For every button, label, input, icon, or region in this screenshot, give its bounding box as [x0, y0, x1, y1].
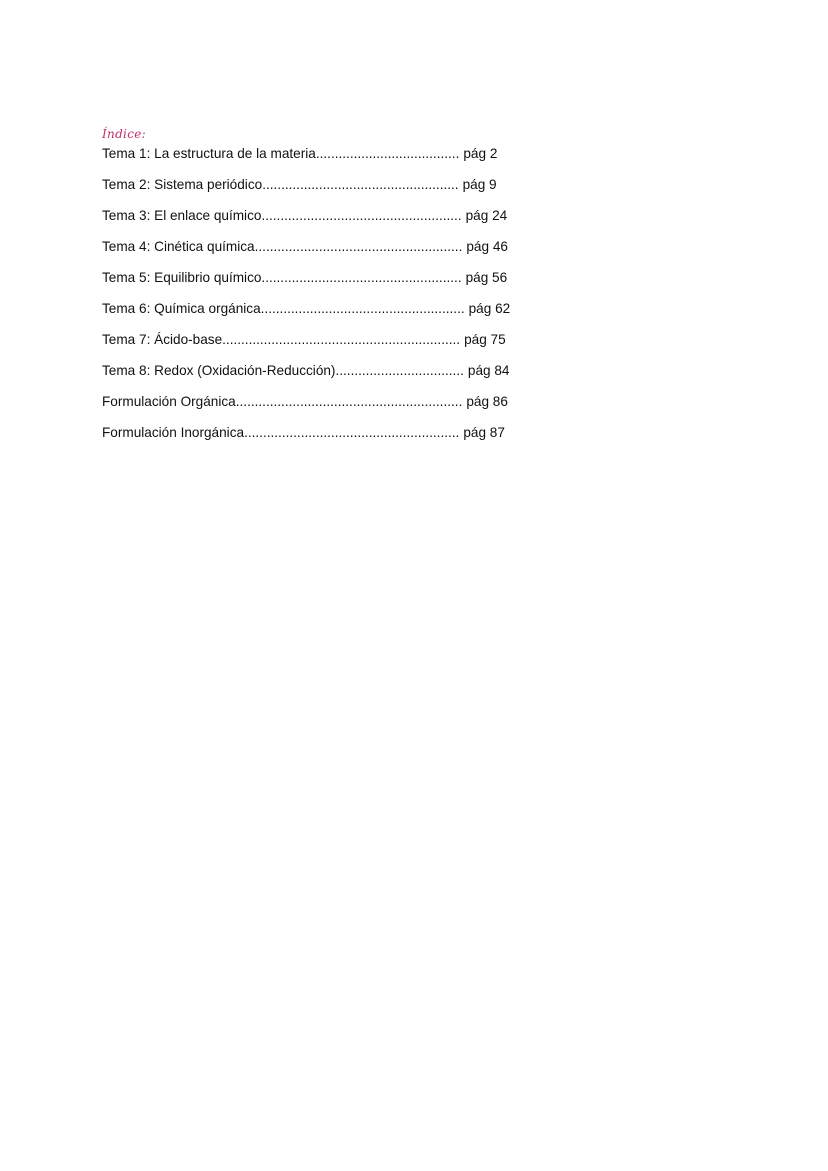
- toc-entry: [102, 328, 542, 359]
- toc-entry-leader: ......................................: [315, 146, 460, 161]
- table-of-contents: [102, 126, 542, 452]
- toc-entry-title: Formulación Inorgánica: [102, 425, 245, 440]
- toc-entry-title: Tema 1: La estructura de la materia: [102, 146, 316, 161]
- toc-entry-leader: ....................................................: [262, 177, 459, 192]
- toc-entry-page: pág 86: [466, 394, 508, 409]
- toc-heading: Índice:: [102, 127, 146, 141]
- toc-entry-title: Tema 6: Química orgánica: [102, 301, 261, 316]
- toc-entry-page: pág 24: [465, 208, 508, 223]
- toc-entry-title: Tema 3: El enlace químico: [102, 208, 262, 223]
- toc-entry-title: Tema 2: Sistema periódico: [102, 177, 263, 192]
- toc-entry-page: pág 75: [464, 332, 506, 347]
- toc-entry: [102, 266, 542, 297]
- toc-entry-title: Tema 4: Cinética química: [102, 239, 255, 254]
- toc-entry-page: pág 84: [467, 363, 510, 378]
- toc-entry: [102, 359, 542, 390]
- toc-entry-title: Tema 5: Equilibrio químico: [102, 270, 262, 285]
- toc-entry: [102, 235, 542, 266]
- toc-entry-leader: .....................................................: [261, 270, 462, 285]
- toc-entry: [102, 142, 542, 173]
- toc-entry-page: pág 62: [468, 301, 511, 316]
- toc-entry: [102, 173, 542, 204]
- toc-list: [102, 142, 542, 452]
- toc-entry-leader: ............................................................: [235, 394, 463, 409]
- toc-entry-page: pág 87: [463, 425, 505, 440]
- toc-entry-leader: .......................................................: [254, 239, 463, 254]
- toc-entry: [102, 297, 542, 328]
- toc-entry-title: Tema 7: Ácido-base: [102, 332, 223, 347]
- toc-entry: [102, 421, 542, 452]
- toc-entry-page: pág 9: [462, 177, 497, 192]
- toc-entry-leader: .....................................................: [261, 208, 462, 223]
- toc-entry-leader: ...............................................................: [222, 332, 461, 347]
- toc-entry: [102, 390, 542, 421]
- toc-entry-page: pág 2: [463, 146, 498, 161]
- toc-entry-title: Formulación Orgánica: [102, 394, 236, 409]
- toc-entry-page: pág 56: [465, 270, 508, 285]
- toc-entry-page: pág 46: [466, 239, 508, 254]
- toc-entry-title: Tema 8: Redox (Oxidación-Reducción): [102, 363, 336, 378]
- toc-entry-leader: ......................................................: [260, 301, 465, 316]
- toc-entry: [102, 204, 542, 235]
- toc-entry-leader: .........................................................: [244, 425, 460, 440]
- toc-entry-leader: ..................................: [335, 363, 464, 378]
